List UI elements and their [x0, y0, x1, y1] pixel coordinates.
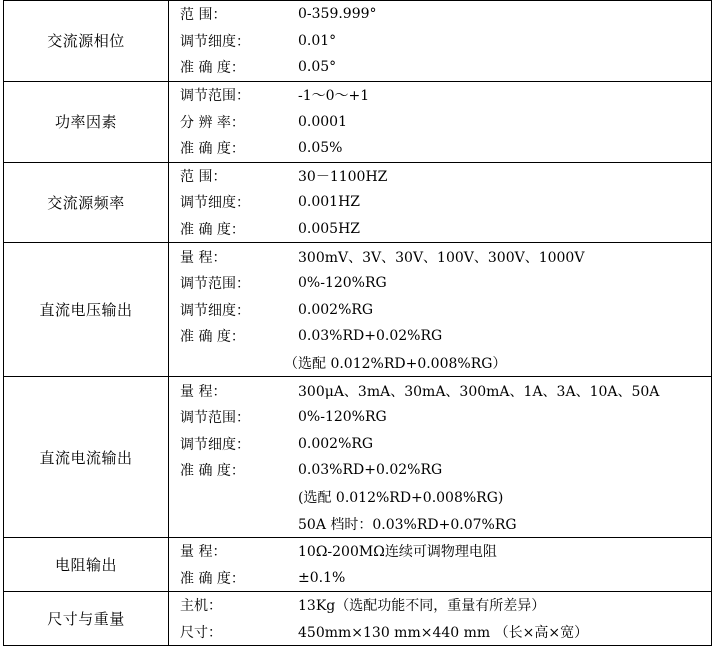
spec-value: 450mm×130 mm×440 mm （长×高×宽） [298, 624, 589, 641]
spec-row-resistance [4, 537, 712, 591]
spec-value: 0.0001 [298, 113, 347, 130]
spec-line [169, 457, 711, 484]
values-cell [169, 81, 712, 162]
spec-value: -1～0～+1 [298, 88, 370, 105]
spec-value: 0.01° [298, 32, 337, 49]
spec-table-body [4, 1, 712, 646]
spec-value: 13Kg（选配功能不同，重量有所差异） [298, 598, 546, 615]
spec-label: 分 辨 率： [180, 114, 245, 131]
spec-label: 调节范围： [180, 276, 250, 293]
spec-row-power-factor [4, 81, 712, 162]
spec-value: 0.05° [298, 59, 337, 76]
spec-label: 调节细度： [180, 302, 250, 319]
spec-line [169, 297, 711, 324]
values-cell [169, 1, 712, 82]
spec-label: 准 确 度： [180, 141, 245, 158]
spec-label: 调节范围： [180, 410, 250, 427]
spec-table [3, 0, 712, 646]
spec-value: 0.005HZ [298, 221, 361, 238]
spec-value: （选配 0.012%RD+0.008%RG） [284, 356, 507, 373]
spec-value: 300mV、3V、30V、100V、300V、1000V [298, 249, 585, 266]
spec-line [169, 189, 711, 216]
spec-line [169, 510, 711, 537]
spec-line [169, 564, 711, 591]
spec-label: 量 程： [180, 383, 227, 400]
values-cell [169, 377, 712, 538]
spec-label: 尺寸： [180, 624, 222, 641]
spec-line [169, 54, 711, 81]
spec-value: 0%-120%RG [298, 409, 387, 426]
spec-line [169, 135, 711, 162]
spec-label: 调节细度： [180, 33, 250, 50]
spec-label: 调节范围： [180, 88, 250, 105]
spec-label: 准 确 度： [180, 463, 245, 480]
spec-value: 0%-120%RG [298, 275, 387, 292]
spec-value: 0.002%RG [298, 435, 374, 452]
spec-label: 范 围： [180, 7, 227, 24]
spec-label: 范 围： [180, 168, 227, 185]
spec-line [169, 484, 711, 511]
spec-row-size-weight [4, 592, 712, 646]
spec-line [169, 619, 711, 646]
spec-value: 30－1100HZ [298, 168, 388, 185]
values-cell [169, 243, 712, 377]
spec-row-ac-phase [4, 1, 712, 82]
values-cell [169, 537, 712, 591]
spec-row-dc-voltage [4, 243, 712, 377]
spec-line [169, 592, 711, 619]
spec-line [169, 243, 711, 270]
spec-value: 50A 档时：0.03%RD+0.07%RG [298, 516, 517, 533]
category-cell: 直流电压输出 [4, 243, 169, 377]
spec-line [169, 323, 711, 350]
spec-line [169, 377, 711, 404]
spec-line [169, 108, 711, 135]
spec-label: 量 程： [180, 249, 227, 266]
spec-line [169, 163, 711, 190]
spec-label: 量 程： [180, 544, 227, 561]
spec-value: 10Ω-200MΩ连续可调物理电阻 [298, 544, 497, 561]
category-cell: 交流源相位 [4, 1, 169, 82]
category-cell: 功率因素 [4, 81, 169, 162]
category-cell: 电阻输出 [4, 537, 169, 591]
spec-label: 准 确 度： [180, 60, 245, 77]
spec-value: 0.05% [298, 140, 343, 157]
spec-line [169, 538, 711, 565]
spec-line [169, 350, 711, 377]
spec-label: 主机： [180, 598, 222, 615]
spec-label: 准 确 度： [180, 570, 245, 587]
spec-label: 调节细度： [180, 195, 250, 212]
values-cell [169, 162, 712, 243]
spec-label: 准 确 度： [180, 222, 245, 239]
spec-value: 300μA、3mA、30mA、300mA、1A、3A、10A、50A [298, 383, 660, 400]
category-cell: 交流源频率 [4, 162, 169, 243]
spec-line [169, 270, 711, 297]
spec-value: 0.002%RG [298, 301, 374, 318]
spec-line [169, 82, 711, 109]
spec-row-ac-frequency [4, 162, 712, 243]
spec-label: 调节细度： [180, 436, 250, 453]
spec-line [169, 1, 711, 28]
spec-line [169, 431, 711, 458]
category-cell: 尺寸与重量 [4, 592, 169, 646]
spec-row-dc-current [4, 377, 712, 538]
spec-value: 0.03%RD+0.02%RG [298, 328, 443, 345]
spec-line [169, 28, 711, 55]
spec-line [169, 404, 711, 431]
spec-value: 0.03%RD+0.02%RG [298, 462, 443, 479]
spec-value: (选配 0.012%RD+0.008%RG) [298, 489, 504, 506]
spec-line [169, 216, 711, 243]
spec-value: 0.001HZ [298, 194, 361, 211]
spec-value: ±0.1% [298, 569, 346, 586]
spec-label: 准 确 度： [180, 329, 245, 346]
spec-value: 0-359.999° [298, 6, 377, 23]
values-cell [169, 592, 712, 646]
category-cell: 直流电流输出 [4, 377, 169, 538]
